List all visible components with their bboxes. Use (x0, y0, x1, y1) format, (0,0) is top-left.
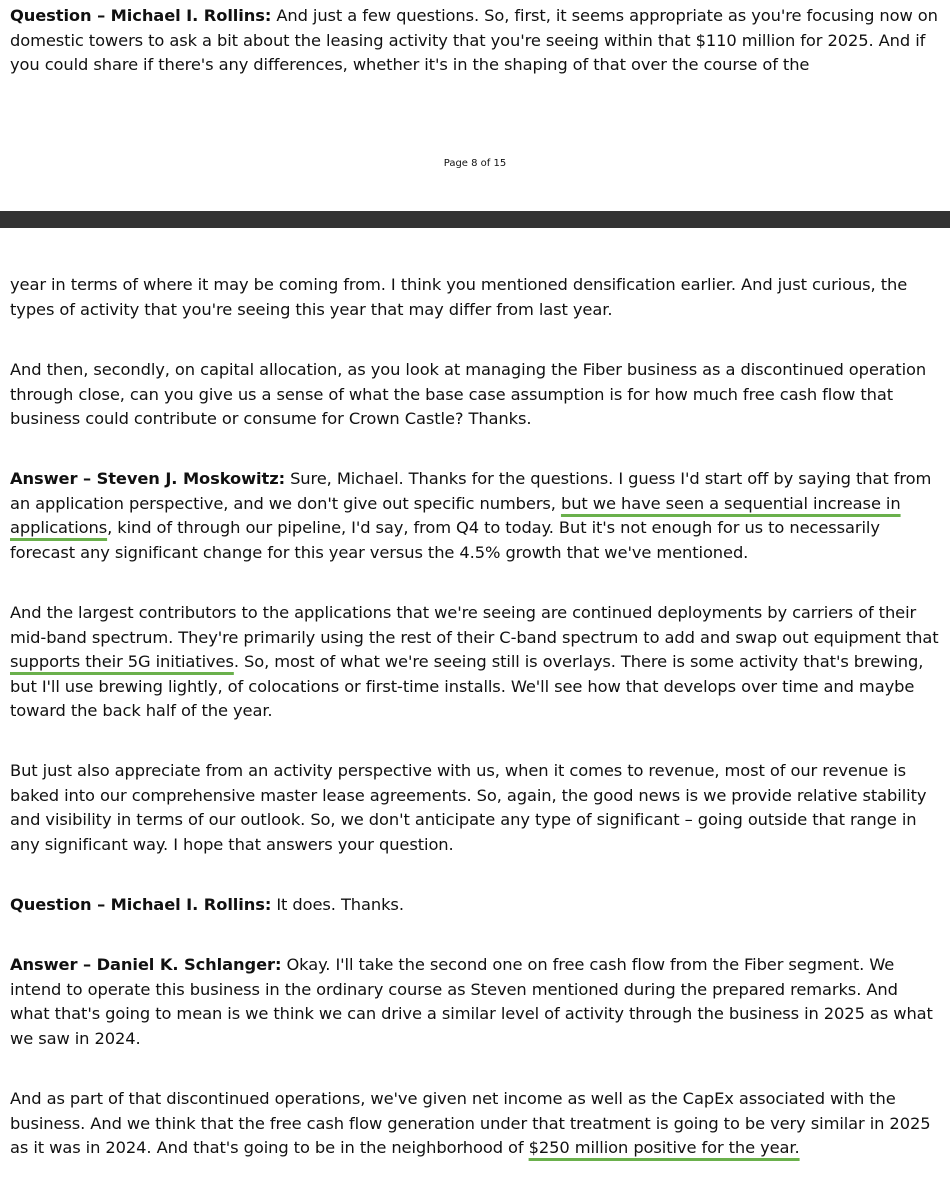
paragraph-text: , kind of through our pipeline, I'd say, from Q4 to today. But it's not enough for us to necessarily forecast any significant change for this year versus the 4.5% growth that we've mentioned. (10, 518, 880, 562)
speaker-label: Answer – Steven J. Moskowitz: (10, 469, 285, 488)
page-8-bottom (0, 0, 950, 211)
paragraph-text: And the largest contributors to the applications that we're seeing are continued deployments by carriers of their mid-band spectrum. They're primarily using the rest of their C-band spectrum to add and swap out equipment that (10, 603, 939, 647)
paragraph-text: And then, secondly, on capital allocation, as you look at managing the Fiber business as a discontinued operation through close, can you give us a sense of what the base case assumption is for how much free cash flow that business could contribute or consume for Crown Castle? Thanks. (10, 360, 927, 428)
highlighted-text: $250 million positive for the year. (528, 1138, 800, 1157)
page-separator (0, 211, 950, 228)
paragraph-text: Okay. I'll take the second one on free cash flow from the Fiber segment. We intend to operate this business in the ordinary course as Steven mentioned during the prepared remarks. And what that's going to mean is we think we can drive a similar level of activity through the business in 2025 as what we saw in 2024. (10, 955, 933, 1048)
paragraph-question-rollins-1 (10, 4, 940, 78)
highlighted-text: but we have seen a sequential increase in applications (10, 493, 901, 537)
paragraph-answer-schlanger-1 (10, 953, 940, 1051)
paragraph-text: It does. Thanks. (271, 895, 404, 914)
paragraph-text: And just a few questions. So, first, it seems appropriate as you're focusing now on domestic towers to ask a bit about the leasing activity that you're seeing within that $110 million for 2025. And if you could share if there's any differences, whether it's in the shaping of that over the course of the (10, 6, 938, 74)
speaker-label: Question – Michael I. Rollins: (10, 6, 272, 25)
paragraph-text: But just also appreciate from an activity perspective with us, when it comes to revenue, most of our revenue is baked into our comprehensive master lease agreements. So, again, the good news is we provide relative stability and visibility in terms of our outlook. So, we don't anticipate any type of significant – going outside that range in any significant way. I hope that answers your question. (10, 761, 927, 854)
speaker-label: Question – Michael I. Rollins: (10, 895, 272, 914)
paragraph-text: year in terms of where it may be coming from. I think you mentioned densification earlier. And just curious, the types of activity that you're seeing this year that may differ from last year. (10, 275, 908, 319)
paragraph-text: And as part of that discontinued operations, we've given net income as well as the CapEx associated with the business. And we think that the free cash flow generation under that treatment is going to be very similar in 2025 as it was in 2024. And that's going to be in the neighborhood of (10, 1089, 931, 1157)
paragraph-text: Sure, Michael. Thanks for the questions. I guess I'd start off by saying that from an application perspective, and we don't give out specific numbers, (10, 469, 932, 513)
page-number: Page 8 of 15 (443, 158, 507, 169)
paragraph-text: . So, most of what we're seeing still is overlays. There is some activity that's brewing, but I'll use brewing lightly, of colocations or first-time installs. We'll see how that develops over time and maybe toward the back half of the year. (10, 652, 924, 720)
paragraph-question-rollins-2 (10, 893, 940, 918)
paragraph-answer-moskowitz-3 (10, 759, 940, 857)
paragraph-question-continuation (10, 273, 940, 322)
paragraph-answer-moskowitz-1 (10, 467, 940, 565)
paragraph-answer-schlanger-2 (10, 1087, 940, 1161)
highlighted-text: supports their 5G initiatives (10, 652, 234, 671)
paragraph-answer-moskowitz-2 (10, 601, 940, 724)
paragraph-capital-allocation-question (10, 358, 940, 432)
speaker-label: Answer – Daniel K. Schlanger: (10, 955, 282, 974)
